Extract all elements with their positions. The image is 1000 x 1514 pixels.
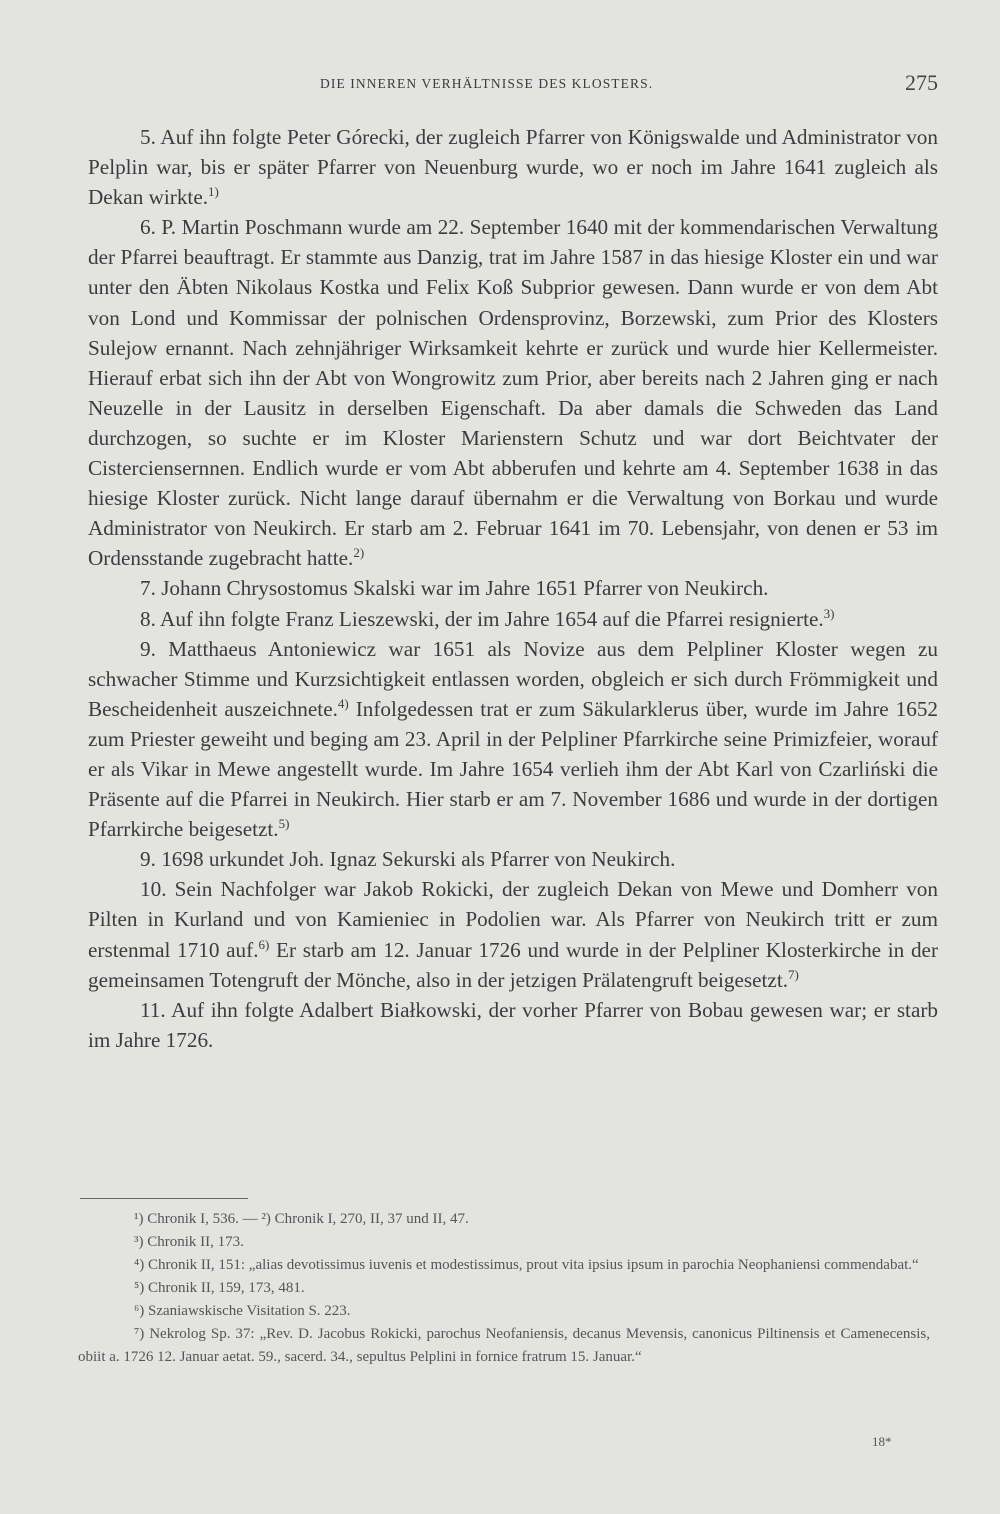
footnote-3: ³) Chronik II, 173. — [134, 1234, 244, 1250]
paragraph-text: 10. Sein Nachfolger war Jakob Rokicki, der zugleich Dekan von Mewe und Domherr von Pilten in Kurland und von Kamieniec in Podolien war. Als Pfarrer von Neukirch tritt er zum erstenmal 1710 auf. — [88, 877, 938, 962]
signature-mark: 18* — [872, 1434, 892, 1449]
paragraph-9a — [88, 634, 938, 845]
footnote-ref: 1) — [208, 184, 219, 200]
footnote-ref: 5) — [278, 816, 290, 832]
paragraph-text: 8. Auf ihn folgte Franz Lieszewski, der im Jahre 1654 auf die Pfarrei resignierte. — [140, 606, 824, 631]
page-number: 275 — [905, 70, 938, 95]
paragraph-text: 9. 1698 urkundet Joh. Ignaz Sekurski als Pfarrer von Neukirch. — [140, 847, 676, 872]
paragraph-10 — [88, 874, 938, 994]
page-header — [88, 70, 938, 100]
footnote-ref: 4) — [337, 695, 349, 711]
paragraph-6 — [88, 212, 938, 573]
footnote-5: ⁵) Chronik II, 159, 173, 481. — [134, 1280, 305, 1296]
paragraph-text: 7. Johann Chrysostomus Skalski war im Jahre 1651 Pfarrer von Neukirch. — [140, 576, 769, 601]
footnote-divider — [80, 1198, 248, 1199]
paragraph-text-continued: Infolgedessen trat er zum Säkularklerus über, wurde im Jahre 1652 zum Priester geweiht und beging am 23. April in der Pelpliner Pfarrkirche seine Primizfeier, worauf er als Vikar in Mewe angestellt wurde. Im Jahre 1654 verlieh ihm der Abt Karl von Czarliński die Präsente auf die Pfarrei in Neukirch. Hier starb er am 7. November 1686 und wurde in der dortigen Pfarrkirche beigesetzt. — [88, 696, 939, 842]
paragraph-text: 9. Matthaeus Antoniewicz war 1651 als Novize aus dem Pelpliner Kloster wegen zu schwacher Stimme und Kurzsichtigkeit entlassen worden, obgleich er sich durch Frömmigkeit und Bescheidenheit auszeichnete. — [88, 636, 938, 721]
paragraph-9b — [88, 844, 938, 874]
footnote-6: ⁶) Szaniawskische Visitation S. 223. — [134, 1303, 351, 1319]
running-title: DIE INNEREN VERHÄLTNISSE DES KLOSTERS. — [320, 76, 654, 91]
paragraph-text: 6. P. Martin Poschmann wurde am 22. September 1640 mit der kommendarischen Verwaltung der Pfarrei beauftragt. Er stammte aus Danzig, trat im Jahre 1587 in das hiesige Kloster ein und war unter den Äbten Nikolaus Kostka und Felix Koß Subprior gewesen. Dann wurde er von dem Abt von Lond und Kommissar der polnischen Ordensprovinz, Borzewski, zum Prior des Klosters Sulejow ernannt. Nach zehnjähriger Wirksamkeit kehrte er zurück und wurde hier Kellermeister. Hierauf erbat sich ihn der Abt von Wongrowitz zum Prior, aber bereits nach 2 Jahren ging er nach Neuzelle in der Lausitz in derselben Eigenschaft. Da aber damals die Schweden das Land durchzogen, so suchte er im Kloster Marienstern Schutz und war dort Beichtvater der Cisterciensernnen. Endlich wurde er vom Abt abberufen und kehrte am 4. September 1638 in das hiesige Kloster zurück. Nicht lange darauf übernahm er die Verwaltung von Borkau und wurde Administrator von Neukirch. Er starb am 2. Februar 1641 im 70. Lebensjahr, von denen er 53 im Ordensstande zugebracht hatte. — [88, 215, 938, 571]
footnote-ref: 2) — [353, 545, 365, 561]
paragraph-7 — [88, 573, 938, 603]
footnote-ref: 6) — [258, 936, 270, 952]
paragraph-11 — [88, 995, 938, 1055]
footnotes — [78, 1208, 930, 1369]
footnote-4: ⁴) Chronik II, 151: „alias devotissimus iuvenis et modestissimus, prout vita ipsius ipsum in parochia Neophaniensi commendabat.“ — [134, 1257, 919, 1273]
paragraph-5 — [88, 122, 938, 212]
paragraph-text: 11. Auf ihn folgte Adalbert Białkowski, der vorher Pfarrer von Bobau gewesen war; er starb im Jahre 1726. — [88, 997, 938, 1052]
paragraph-text: 5. Auf ihn folgte Peter Górecki, der zugleich Pfarrer von Königswalde und Administrator von Pelplin war, bis er später Pfarrer von Neuenburg wurde, wo er noch im Jahre 1641 zugleich als Dekan wirkte. — [88, 125, 938, 210]
footnote-ref: 3) — [823, 605, 835, 621]
footnote-ref: 7) — [788, 966, 799, 982]
paragraph-8 — [88, 604, 938, 634]
footnote-1-2: ¹) Chronik I, 536. — ²) Chronik I, 270, II, 37 und II, 47. — [134, 1211, 469, 1227]
footnote-7: ⁷) Nekrolog Sp. 37: „Rev. D. Jacobus Rokicki, parochus Neofaniensis, decanus Mevensis, canonicus Piltinensis et Camenecensis, obiit a. 1726 12. Januar aetat. 59., sacerd. 34., sepultus Pelplini in fornice fratrum 15. Januar.“ — [78, 1326, 930, 1365]
body-text — [88, 122, 938, 1055]
paragraph-text-continued: Er starb am 12. Januar 1726 und wurde in der Pelpliner Klosterkirche in der gemeinsamen Totengruft der Mönche, also in der jetzigen Prälatengruft beigesetzt. — [88, 937, 938, 992]
